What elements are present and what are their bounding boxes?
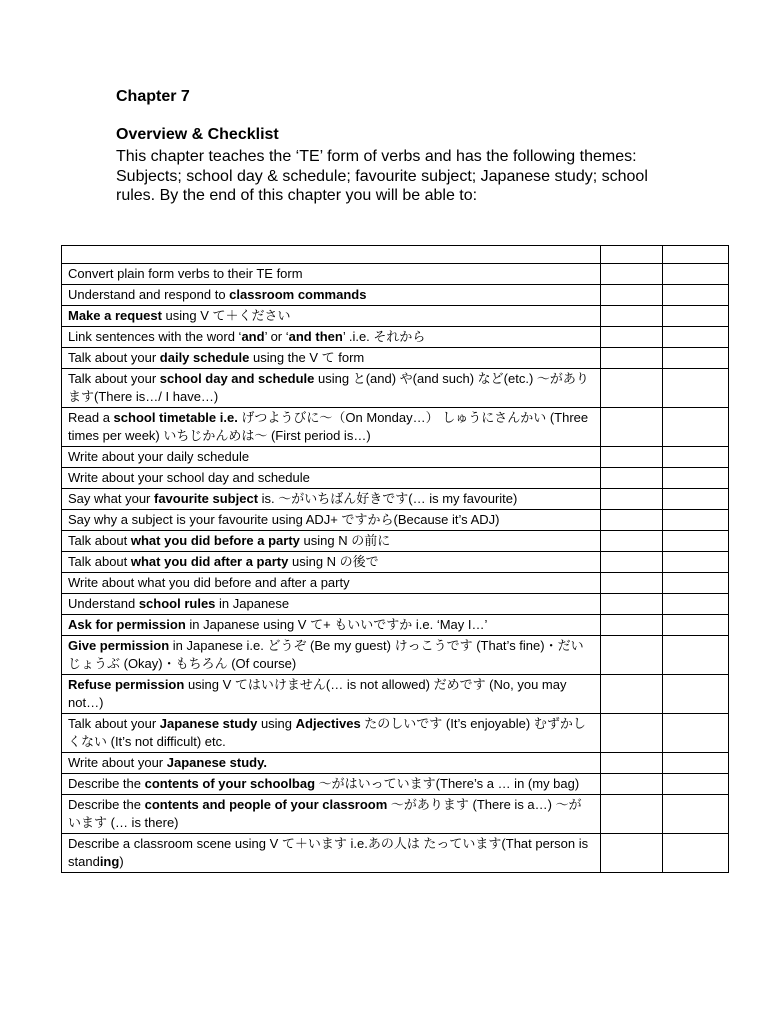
bold-text: and then [288,329,343,344]
check-cell[interactable] [662,636,729,675]
check-cell[interactable] [662,306,729,327]
check-cell[interactable] [662,573,729,594]
checklist-item-text [62,615,601,636]
bold-text: school rules [138,596,216,611]
checklist-row [62,510,729,531]
check-cell[interactable] [662,468,729,489]
checklist-row [62,795,729,834]
check-cell[interactable] [662,489,729,510]
bold-text: what you did after a party [130,554,289,569]
check-cell[interactable] [601,573,662,594]
bold-text: Give permission [68,638,170,653]
checklist-item-text [62,552,601,573]
bold-text: classroom commands [229,287,367,302]
text-span: using the V て form [249,350,365,365]
check-cell[interactable] [601,408,662,447]
check-cell[interactable] [662,285,729,306]
text-span: using N の後で [288,554,379,569]
check-cell[interactable] [601,594,662,615]
text-span: in Japanese using V て+ もいいですか i.e. ‘May I…’ [185,617,488,632]
bold-text: what you did before a party [130,533,300,548]
intro-paragraph: This chapter teaches the ‘TE’ form of verbs and has the following themes: Subjects; school day & schedule; favourite subject; Japanese study; school rules. By the end of this chapter you will be able to: [116,148,648,204]
checklist-row [62,348,729,369]
checklist-row [62,447,729,468]
text-span: ’ or ‘ [264,329,289,344]
text-span: たのしいです (It’s enjoyable) むずかしくない (It’s not difficult) etc. [68,716,586,749]
text-span: Understand and respond to [68,287,230,302]
text-span: Say why a subject is your favourite using ADJ+ ですから(Because it’s ADJ) [68,512,500,527]
check-cell[interactable] [662,510,729,531]
bold-text: Make a request [68,308,162,323]
bold-text: contents of your schoolbag [144,776,316,791]
text-span: Talk about [68,533,131,548]
bold-text: school timetable i.e. [113,410,238,425]
check-cell[interactable] [662,531,729,552]
text-span: using N の前に [299,533,391,548]
checklist-row [62,468,729,489]
check-cell[interactable] [601,348,662,369]
check-cell[interactable] [601,636,662,675]
check-cell[interactable] [601,753,662,774]
bold-text: school day and schedule [159,371,315,386]
text-span: ’ .i.e. それから [342,329,426,344]
bold-text: daily schedule [159,350,250,365]
text-span: Read a [68,410,114,425]
checklist-row [62,552,729,573]
text-span: using V てはいけません(… is not allowed) だめです (No, you may not…) [68,677,567,710]
check-cell[interactable] [662,327,729,348]
checklist-row [62,594,729,615]
checklist-row [62,369,729,408]
check-cell[interactable] [662,348,729,369]
bold-text: Ask for permission [68,617,186,632]
checklist-row [62,834,729,873]
check-cell[interactable] [601,714,662,753]
header-cell [62,246,601,264]
bold-text: Adjectives [295,716,361,731]
check-cell[interactable] [601,774,662,795]
check-cell[interactable] [601,552,662,573]
check-cell[interactable] [662,552,729,573]
check-cell[interactable] [662,264,729,285]
check-cell[interactable] [601,615,662,636]
checklist-item-text [62,489,601,510]
checklist-item-text [62,573,601,594]
checklist-item-text [62,531,601,552]
check-cell[interactable] [601,264,662,285]
bold-text: Refuse permission [68,677,185,692]
checklist-row [62,573,729,594]
check-cell[interactable] [662,369,729,408]
check-cell[interactable] [662,834,729,873]
check-cell[interactable] [601,795,662,834]
check-cell[interactable] [662,447,729,468]
text-span: 〜がはいっています(There’s a … in (my bag) [315,776,580,791]
check-cell[interactable] [601,369,662,408]
text-span: Talk about your [68,350,160,365]
text-span: Describe the [68,797,145,812]
check-cell[interactable] [601,327,662,348]
bold-text: favourite subject [154,491,259,506]
checklist-row [62,327,729,348]
check-cell[interactable] [601,510,662,531]
text-span: 〜があります (There is a…) 〜がいます (… is there) [68,797,582,830]
check-cell[interactable] [662,675,729,714]
checklist-item-text [62,636,601,675]
text-span: Describe the [68,776,145,791]
checklist-row [62,489,729,510]
header-cell [662,246,729,264]
check-cell[interactable] [662,714,729,753]
checklist-item-text [62,285,601,306]
checklist-item-text [62,510,601,531]
checklist-row [62,714,729,753]
check-cell[interactable] [662,795,729,834]
text-span: Write about your school day and schedule [68,470,310,485]
checklist-item-text [62,675,601,714]
checklist-row [62,408,729,447]
checklist-row [62,636,729,675]
check-cell[interactable] [601,531,662,552]
bold-text: and [241,329,265,344]
text-span: Say what your [68,491,154,506]
text-span: Talk about your [68,716,160,731]
checklist-row [62,753,729,774]
check-cell[interactable] [601,834,662,873]
checklist-item-text [62,468,601,489]
check-cell[interactable] [601,285,662,306]
checklist-item-text [62,264,601,285]
text-span: Write about your [68,755,167,770]
header-cell [601,246,662,264]
checklist-item-text [62,348,601,369]
checklist-item-text [62,369,601,408]
text-span: Link sentences with the word ‘ [68,329,242,344]
check-cell[interactable] [662,615,729,636]
check-cell[interactable] [601,675,662,714]
checklist-item-text [62,408,601,447]
text-span: Convert plain form verbs to their TE form [68,266,303,281]
check-cell[interactable] [662,774,729,795]
check-cell[interactable] [601,468,662,489]
checklist-item-text [62,447,601,468]
bold-text: Japanese study [159,716,258,731]
bold-text: ing [99,854,120,869]
checklist-header-row [62,246,729,264]
checklist-row [62,285,729,306]
checklist-item-text [62,327,601,348]
chapter-heading: Chapter 7 [116,88,190,105]
bold-text: contents and people of your classroom [144,797,388,812]
check-cell[interactable] [662,408,729,447]
check-cell[interactable] [662,594,729,615]
check-cell[interactable] [662,753,729,774]
text-span: Write about your daily schedule [68,449,250,464]
text-span: using と(and) や(and such) など(etc.) 〜があります(There is…/ I have…) [68,371,589,404]
checklist-item-text [62,594,601,615]
text-span: Understand [68,596,139,611]
text-span: Describe a classroom scene using V て＋います i.e.あの人は たっています(That person is stand [68,836,589,869]
text-span: Talk about [68,554,131,569]
checklist-row [62,264,729,285]
checklist-row [62,531,729,552]
checklist-item-text [62,795,601,834]
checklist-row [62,306,729,327]
checklist-item-text [62,306,601,327]
checklist-row [62,675,729,714]
text-span: using V て＋ください [161,308,291,323]
overview-title: Overview & Checklist [116,126,279,143]
checklist-row [62,615,729,636]
text-span: in Japanese [215,596,290,611]
checklist-item-text [62,753,601,774]
text-span: ) [119,854,124,869]
text-span: げつようびに〜（On Monday…） しゅうにさんかい (Three times per week) いちじかんめは〜 (First period is…) [68,410,589,443]
check-cell[interactable] [601,306,662,327]
bold-text: Japanese study. [166,755,267,770]
checklist-item-text [62,774,601,795]
checklist-row [62,774,729,795]
text-span: in Japanese i.e. どうぞ (Be my guest) けっこうです (That’s fine)・だいじょうぶ (Okay)・もちろん (Of course) [68,638,584,671]
check-cell[interactable] [601,447,662,468]
checklist-item-text [62,834,601,873]
checklist-table [61,245,729,873]
text-span: is. 〜がいちばん好きです(… is my favourite) [258,491,518,506]
checklist-item-text [62,714,601,753]
text-span: using [257,716,296,731]
text-span: Talk about your [68,371,160,386]
check-cell[interactable] [601,489,662,510]
text-span: Write about what you did before and after a party [68,575,350,590]
